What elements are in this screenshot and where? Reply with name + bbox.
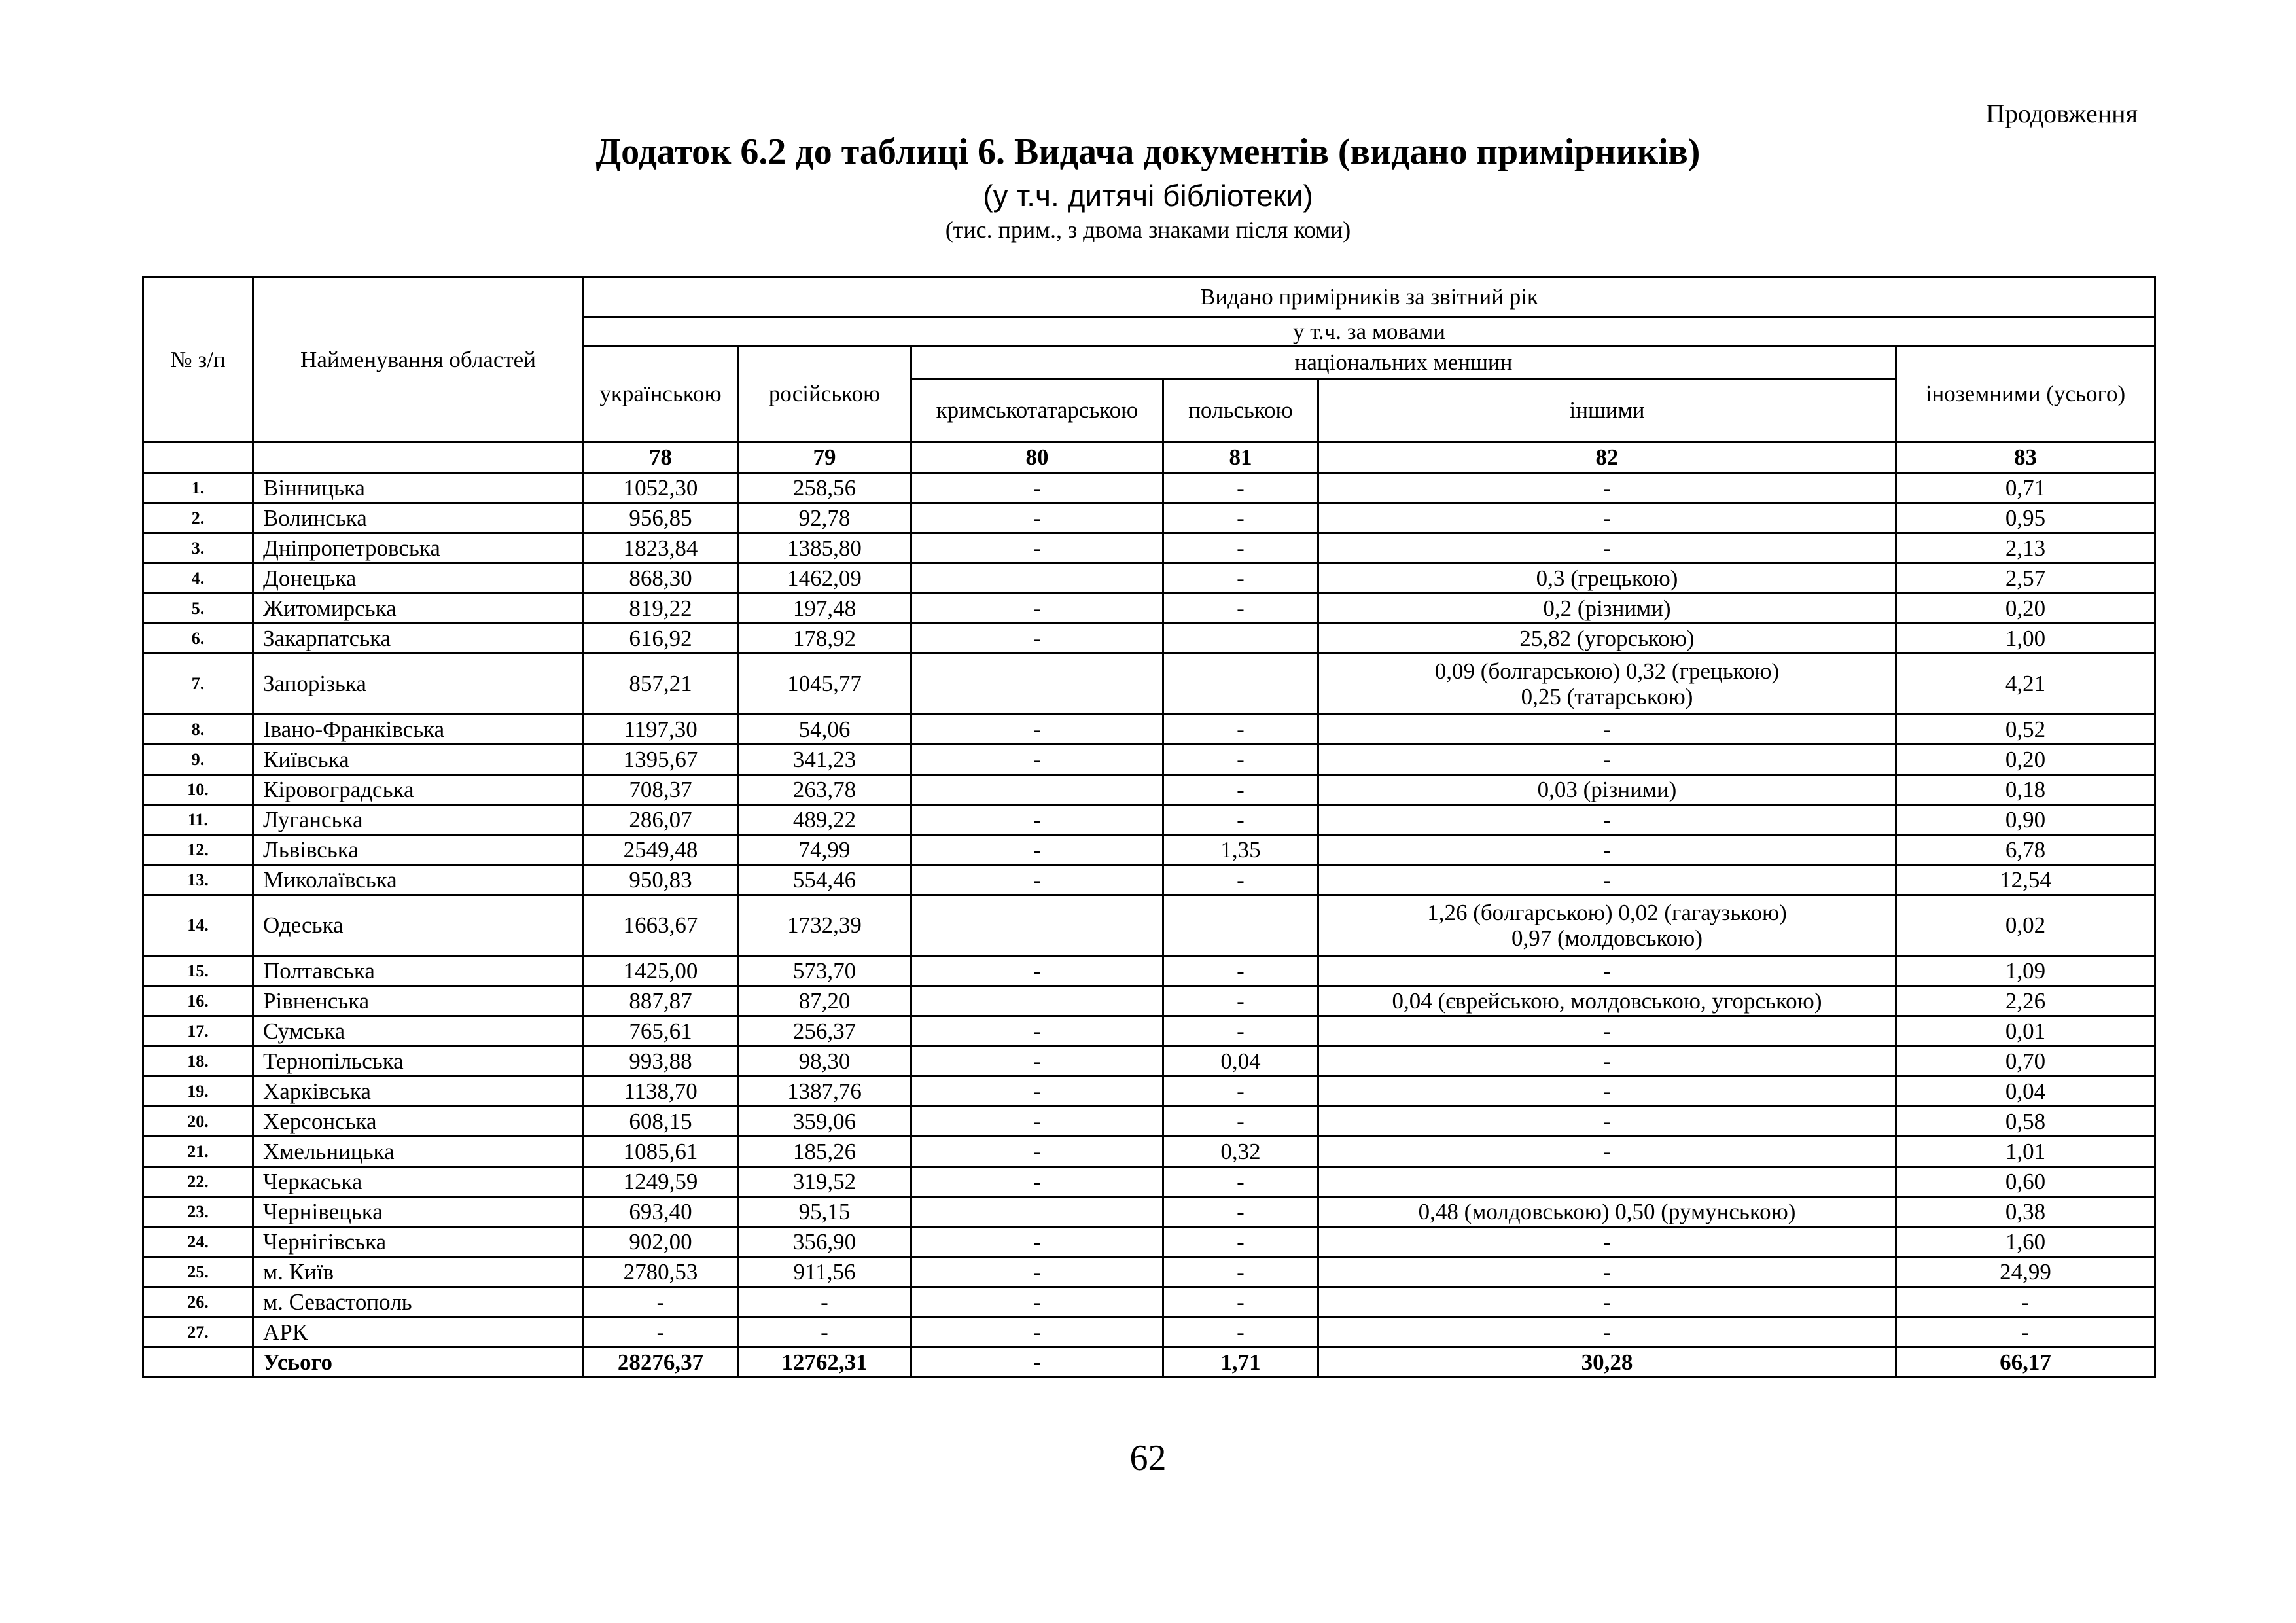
cell-crimean <box>911 895 1163 956</box>
cell-crimean: - <box>911 1016 1163 1046</box>
region-name: Вінницька <box>253 473 584 503</box>
total-polish: 1,71 <box>1163 1347 1318 1378</box>
cell-ukr: 1249,59 <box>584 1167 738 1197</box>
cell-rus: 359,06 <box>738 1107 911 1137</box>
region-name: м. Севастополь <box>253 1287 584 1317</box>
continuation-label: Продовження <box>1986 99 2138 128</box>
table-body <box>143 473 2155 1378</box>
cell-rus: 341,23 <box>738 745 911 775</box>
cell-ukr: 1425,00 <box>584 956 738 986</box>
header-ukrainian: українською <box>584 346 738 442</box>
cell-foreign: 2,26 <box>1896 986 2155 1016</box>
row-number: 13. <box>143 865 253 895</box>
cell-other-line1: 0,09 (болгарською) 0,32 (грецькою) <box>1434 658 1780 684</box>
cell-other: - <box>1318 1287 1896 1317</box>
cell-crimean: - <box>911 624 1163 654</box>
cell-crimean <box>911 563 1163 594</box>
row-number: 7. <box>143 654 253 715</box>
total-num-empty <box>143 1347 253 1378</box>
cell-other: - <box>1318 1137 1896 1167</box>
cell-ukr: 902,00 <box>584 1227 738 1257</box>
row-number: 8. <box>143 715 253 745</box>
row-number: 23. <box>143 1197 253 1227</box>
cell-foreign: 0,71 <box>1896 473 2155 503</box>
cell-rus: 95,15 <box>738 1197 911 1227</box>
cell-polish: - <box>1163 745 1318 775</box>
cell-other: - <box>1318 745 1896 775</box>
row-number: 5. <box>143 594 253 624</box>
cell-rus: 185,26 <box>738 1137 911 1167</box>
cell-crimean <box>911 654 1163 715</box>
cell-polish <box>1163 624 1318 654</box>
cell-polish: - <box>1163 715 1318 745</box>
cell-foreign: 0,60 <box>1896 1167 2155 1197</box>
cell-polish: - <box>1163 1197 1318 1227</box>
cell-other: - <box>1318 835 1896 865</box>
cell-other: - <box>1318 956 1896 986</box>
table-row <box>143 865 2155 895</box>
cell-rus: 258,56 <box>738 473 911 503</box>
column-number: 81 <box>1163 442 1318 473</box>
cell-foreign: 0,90 <box>1896 805 2155 835</box>
cell-other: 0,2 (різними) <box>1318 594 1896 624</box>
cell-ukr: 1138,70 <box>584 1077 738 1107</box>
region-name: Дніпропетровська <box>253 533 584 563</box>
cell-other: - <box>1318 865 1896 895</box>
cell-crimean: - <box>911 1107 1163 1137</box>
cell-foreign: 24,99 <box>1896 1257 2155 1287</box>
column-number: 80 <box>911 442 1163 473</box>
row-number: 6. <box>143 624 253 654</box>
cell-ukr: 1823,84 <box>584 533 738 563</box>
cell-other: 25,82 (угорською) <box>1318 624 1896 654</box>
region-name: Хмельницька <box>253 1137 584 1167</box>
cell-other <box>1318 654 1896 715</box>
cell-foreign: 2,57 <box>1896 563 2155 594</box>
region-name: Донецька <box>253 563 584 594</box>
cell-other-line2: 0,97 (молдовською) <box>1511 925 1703 951</box>
cell-foreign: 0,02 <box>1896 895 2155 956</box>
region-name: Закарпатська <box>253 624 584 654</box>
cell-rus: 98,30 <box>738 1046 911 1077</box>
table-row <box>143 745 2155 775</box>
cell-rus: 911,56 <box>738 1257 911 1287</box>
cell-foreign: 0,18 <box>1896 775 2155 805</box>
cell-foreign: 2,13 <box>1896 533 2155 563</box>
cell-crimean: - <box>911 473 1163 503</box>
table-row <box>143 1167 2155 1197</box>
region-name: Івано-Франківська <box>253 715 584 745</box>
cell-other: 0,3 (грецькою) <box>1318 563 1896 594</box>
cell-polish: - <box>1163 473 1318 503</box>
page-title: Додаток 6.2 до таблиці 6. Видача документів (видано примірників) <box>595 132 1701 172</box>
table-row <box>143 1107 2155 1137</box>
region-name: Луганська <box>253 805 584 835</box>
row-number: 10. <box>143 775 253 805</box>
cell-ukr: 693,40 <box>584 1197 738 1227</box>
table-row <box>143 715 2155 745</box>
cell-polish: - <box>1163 1077 1318 1107</box>
cell-ukr: 608,15 <box>584 1107 738 1137</box>
cell-rus: 87,20 <box>738 986 911 1016</box>
cell-polish: - <box>1163 986 1318 1016</box>
table-row <box>143 805 2155 835</box>
table-row <box>143 594 2155 624</box>
cell-foreign: 0,70 <box>1896 1046 2155 1077</box>
row-number: 26. <box>143 1287 253 1317</box>
region-name: Тернопільська <box>253 1046 584 1077</box>
cell-crimean: - <box>911 1046 1163 1077</box>
cell-crimean: - <box>911 805 1163 835</box>
total-other: 30,28 <box>1318 1347 1896 1378</box>
cell-rus: 573,70 <box>738 956 911 986</box>
cell-ukr: - <box>584 1317 738 1347</box>
cell-crimean: - <box>911 956 1163 986</box>
region-name: Полтавська <box>253 956 584 986</box>
cell-polish: - <box>1163 1287 1318 1317</box>
cell-rus: 54,06 <box>738 715 911 745</box>
cell-foreign: 0,20 <box>1896 745 2155 775</box>
cell-ukr: 956,85 <box>584 503 738 533</box>
cell-polish: - <box>1163 503 1318 533</box>
row-number: 11. <box>143 805 253 835</box>
cell-other: - <box>1318 533 1896 563</box>
cell-ukr: 1197,30 <box>584 715 738 745</box>
table-row <box>143 1287 2155 1317</box>
cell-other <box>1318 895 1896 956</box>
page-number: 62 <box>1129 1438 1167 1478</box>
cell-crimean: - <box>911 715 1163 745</box>
cell-other: - <box>1318 473 1896 503</box>
cell-polish: 0,04 <box>1163 1046 1318 1077</box>
region-name: Житомирська <box>253 594 584 624</box>
cell-other: - <box>1318 1016 1896 1046</box>
cell-other: - <box>1318 1046 1896 1077</box>
table-row <box>143 473 2155 503</box>
region-name: Рівненська <box>253 986 584 1016</box>
cell-ukr: 2780,53 <box>584 1257 738 1287</box>
header-num: № з/п <box>143 277 253 442</box>
region-name: Львівська <box>253 835 584 865</box>
cell-ukr: 708,37 <box>584 775 738 805</box>
cell-ukr: 616,92 <box>584 624 738 654</box>
table-row <box>143 503 2155 533</box>
row-number: 1. <box>143 473 253 503</box>
cell-ukr: 1395,67 <box>584 745 738 775</box>
cell-other-line2: 0,25 (татарською) <box>1521 684 1693 709</box>
cell-ukr: - <box>584 1287 738 1317</box>
row-number: 9. <box>143 745 253 775</box>
cell-ukr: 857,21 <box>584 654 738 715</box>
cell-polish: - <box>1163 1167 1318 1197</box>
row-number: 21. <box>143 1137 253 1167</box>
cell-ukr: 868,30 <box>584 563 738 594</box>
row-number: 3. <box>143 533 253 563</box>
cell-other: - <box>1318 805 1896 835</box>
region-name: Запорізька <box>253 654 584 715</box>
cell-ukr: 950,83 <box>584 865 738 895</box>
cell-rus: 1385,80 <box>738 533 911 563</box>
cell-ukr: 2549,48 <box>584 835 738 865</box>
row-number: 27. <box>143 1317 253 1347</box>
table-row <box>143 1137 2155 1167</box>
cell-crimean <box>911 1197 1163 1227</box>
cell-rus: 263,78 <box>738 775 911 805</box>
cell-rus: 1462,09 <box>738 563 911 594</box>
cell-other: 0,03 (різними) <box>1318 775 1896 805</box>
region-name: Волинська <box>253 503 584 533</box>
cell-foreign: 1,00 <box>1896 624 2155 654</box>
cell-polish: - <box>1163 805 1318 835</box>
cell-rus: 256,37 <box>738 1016 911 1046</box>
header-crimean-tatar: кримськотатарською <box>911 379 1163 442</box>
row-number: 20. <box>143 1107 253 1137</box>
cell-foreign: - <box>1896 1287 2155 1317</box>
cell-foreign: 0,95 <box>1896 503 2155 533</box>
row-number: 18. <box>143 1046 253 1077</box>
cell-other-line1: 1,26 (болгарською) 0,02 (гагаузькою) <box>1427 899 1787 925</box>
cell-rus: 489,22 <box>738 805 911 835</box>
cell-rus: 319,52 <box>738 1167 911 1197</box>
cell-polish: - <box>1163 563 1318 594</box>
cell-ukr: 819,22 <box>584 594 738 624</box>
table-row <box>143 1227 2155 1257</box>
table-row <box>143 654 2155 715</box>
cell-other: - <box>1318 1107 1896 1137</box>
units-note: (тис. прим., з двома знаками після коми) <box>945 217 1351 243</box>
cell-rus: 74,99 <box>738 835 911 865</box>
cell-foreign: 1,09 <box>1896 956 2155 986</box>
region-name: Харківська <box>253 1077 584 1107</box>
cell-polish: - <box>1163 594 1318 624</box>
row-number: 14. <box>143 895 253 956</box>
table-row <box>143 1257 2155 1287</box>
cell-ukr: 1052,30 <box>584 473 738 503</box>
cell-crimean <box>911 775 1163 805</box>
region-name: Чернігівська <box>253 1227 584 1257</box>
cell-ukr: 765,61 <box>584 1016 738 1046</box>
row-number: 12. <box>143 835 253 865</box>
cell-rus: 1732,39 <box>738 895 911 956</box>
header-minorities: національних меншин <box>911 346 1896 379</box>
cell-foreign: 4,21 <box>1896 654 2155 715</box>
cell-rus: 554,46 <box>738 865 911 895</box>
cell-ukr: 887,87 <box>584 986 738 1016</box>
cell-rus: - <box>738 1317 911 1347</box>
row-number: 19. <box>143 1077 253 1107</box>
cell-crimean: - <box>911 1287 1163 1317</box>
cell-other: - <box>1318 1257 1896 1287</box>
table-row <box>143 775 2155 805</box>
region-name: Сумська <box>253 1016 584 1046</box>
cell-foreign: 0,04 <box>1896 1077 2155 1107</box>
cell-foreign: 1,01 <box>1896 1137 2155 1167</box>
cell-other: 0,48 (молдовською) 0,50 (румунською) <box>1318 1197 1896 1227</box>
cell-rus: 356,90 <box>738 1227 911 1257</box>
row-number: 22. <box>143 1167 253 1197</box>
cell-polish <box>1163 654 1318 715</box>
header-foreign: іноземними (усього) <box>1896 346 2155 442</box>
table-row <box>143 835 2155 865</box>
total-row <box>143 1347 2155 1378</box>
cell-crimean: - <box>911 1137 1163 1167</box>
column-number: 82 <box>1318 442 1896 473</box>
cell-polish: 0,32 <box>1163 1137 1318 1167</box>
cell-crimean: - <box>911 1077 1163 1107</box>
region-name: Херсонська <box>253 1107 584 1137</box>
table-row <box>143 895 2155 956</box>
table-row <box>143 533 2155 563</box>
total-rus: 12762,31 <box>738 1347 911 1378</box>
cell-ukr: 993,88 <box>584 1046 738 1077</box>
column-number: 79 <box>738 442 911 473</box>
cell-foreign: 12,54 <box>1896 865 2155 895</box>
cell-crimean: - <box>911 503 1163 533</box>
cell-polish: - <box>1163 1257 1318 1287</box>
region-name: Миколаївська <box>253 865 584 895</box>
colnum-empty <box>253 442 584 473</box>
cell-foreign: 6,78 <box>1896 835 2155 865</box>
region-name: Київська <box>253 745 584 775</box>
cell-foreign: - <box>1896 1317 2155 1347</box>
cell-foreign: 0,01 <box>1896 1016 2155 1046</box>
cell-other: - <box>1318 715 1896 745</box>
total-label: Усього <box>253 1347 584 1378</box>
region-name: АРК <box>253 1317 584 1347</box>
cell-foreign: 0,58 <box>1896 1107 2155 1137</box>
cell-crimean: - <box>911 1257 1163 1287</box>
cell-polish: - <box>1163 956 1318 986</box>
cell-crimean: - <box>911 594 1163 624</box>
region-name: Одеська <box>253 895 584 956</box>
header-region: Найменування областей <box>253 277 584 442</box>
table-row <box>143 986 2155 1016</box>
cell-crimean: - <box>911 533 1163 563</box>
row-number: 17. <box>143 1016 253 1046</box>
cell-foreign: 0,20 <box>1896 594 2155 624</box>
cell-ukr: 1085,61 <box>584 1137 738 1167</box>
table-row <box>143 1197 2155 1227</box>
table-row <box>143 1016 2155 1046</box>
cell-polish <box>1163 895 1318 956</box>
region-name: м. Київ <box>253 1257 584 1287</box>
table-row <box>143 1046 2155 1077</box>
table-row <box>143 1317 2155 1347</box>
cell-other: - <box>1318 503 1896 533</box>
cell-crimean: - <box>911 1167 1163 1197</box>
row-number: 25. <box>143 1257 253 1287</box>
cell-crimean: - <box>911 1317 1163 1347</box>
header-issued: Видано примірників за звітний рік <box>584 277 2155 317</box>
cell-crimean: - <box>911 865 1163 895</box>
cell-polish: - <box>1163 1016 1318 1046</box>
cell-ukr: 1663,67 <box>584 895 738 956</box>
cell-rus: 178,92 <box>738 624 911 654</box>
table-row <box>143 624 2155 654</box>
cell-other: - <box>1318 1317 1896 1347</box>
row-number: 24. <box>143 1227 253 1257</box>
cell-polish: - <box>1163 1107 1318 1137</box>
cell-other: - <box>1318 1227 1896 1257</box>
cell-other <box>1318 1167 1896 1197</box>
colnum-empty <box>143 442 253 473</box>
column-number: 78 <box>584 442 738 473</box>
cell-foreign: 0,52 <box>1896 715 2155 745</box>
cell-polish: - <box>1163 775 1318 805</box>
subtitle: (у т.ч. дитячі бібліотеки) <box>983 179 1313 213</box>
cell-other: - <box>1318 1077 1896 1107</box>
cell-rus: 92,78 <box>738 503 911 533</box>
row-number: 2. <box>143 503 253 533</box>
cell-foreign: 0,38 <box>1896 1197 2155 1227</box>
cell-polish: - <box>1163 1227 1318 1257</box>
cell-rus: - <box>738 1287 911 1317</box>
cell-rus: 1045,77 <box>738 654 911 715</box>
region-name: Чернівецька <box>253 1197 584 1227</box>
row-number: 4. <box>143 563 253 594</box>
cell-polish: - <box>1163 865 1318 895</box>
column-number: 83 <box>1896 442 2155 473</box>
cell-crimean: - <box>911 745 1163 775</box>
cell-polish: 1,35 <box>1163 835 1318 865</box>
header-other: іншими <box>1318 379 1896 442</box>
table-row <box>143 563 2155 594</box>
row-number: 16. <box>143 986 253 1016</box>
cell-other: 0,04 (єврейською, молдовською, угорською) <box>1318 986 1896 1016</box>
total-ukr: 28276,37 <box>584 1347 738 1378</box>
cell-rus: 1387,76 <box>738 1077 911 1107</box>
data-table <box>142 276 2156 1378</box>
cell-crimean: - <box>911 835 1163 865</box>
cell-foreign: 1,60 <box>1896 1227 2155 1257</box>
header-incl-languages: у т.ч. за мовами <box>584 317 2155 346</box>
header-polish: польською <box>1163 379 1318 442</box>
row-number: 15. <box>143 956 253 986</box>
header-russian: російською <box>738 346 911 442</box>
region-name: Черкаська <box>253 1167 584 1197</box>
cell-crimean: - <box>911 1227 1163 1257</box>
cell-rus: 197,48 <box>738 594 911 624</box>
cell-polish: - <box>1163 533 1318 563</box>
table-row <box>143 1077 2155 1107</box>
table-row <box>143 956 2155 986</box>
cell-ukr: 286,07 <box>584 805 738 835</box>
total-foreign: 66,17 <box>1896 1347 2155 1378</box>
cell-polish: - <box>1163 1317 1318 1347</box>
cell-crimean <box>911 986 1163 1016</box>
total-crimean: - <box>911 1347 1163 1378</box>
region-name: Кіровоградська <box>253 775 584 805</box>
